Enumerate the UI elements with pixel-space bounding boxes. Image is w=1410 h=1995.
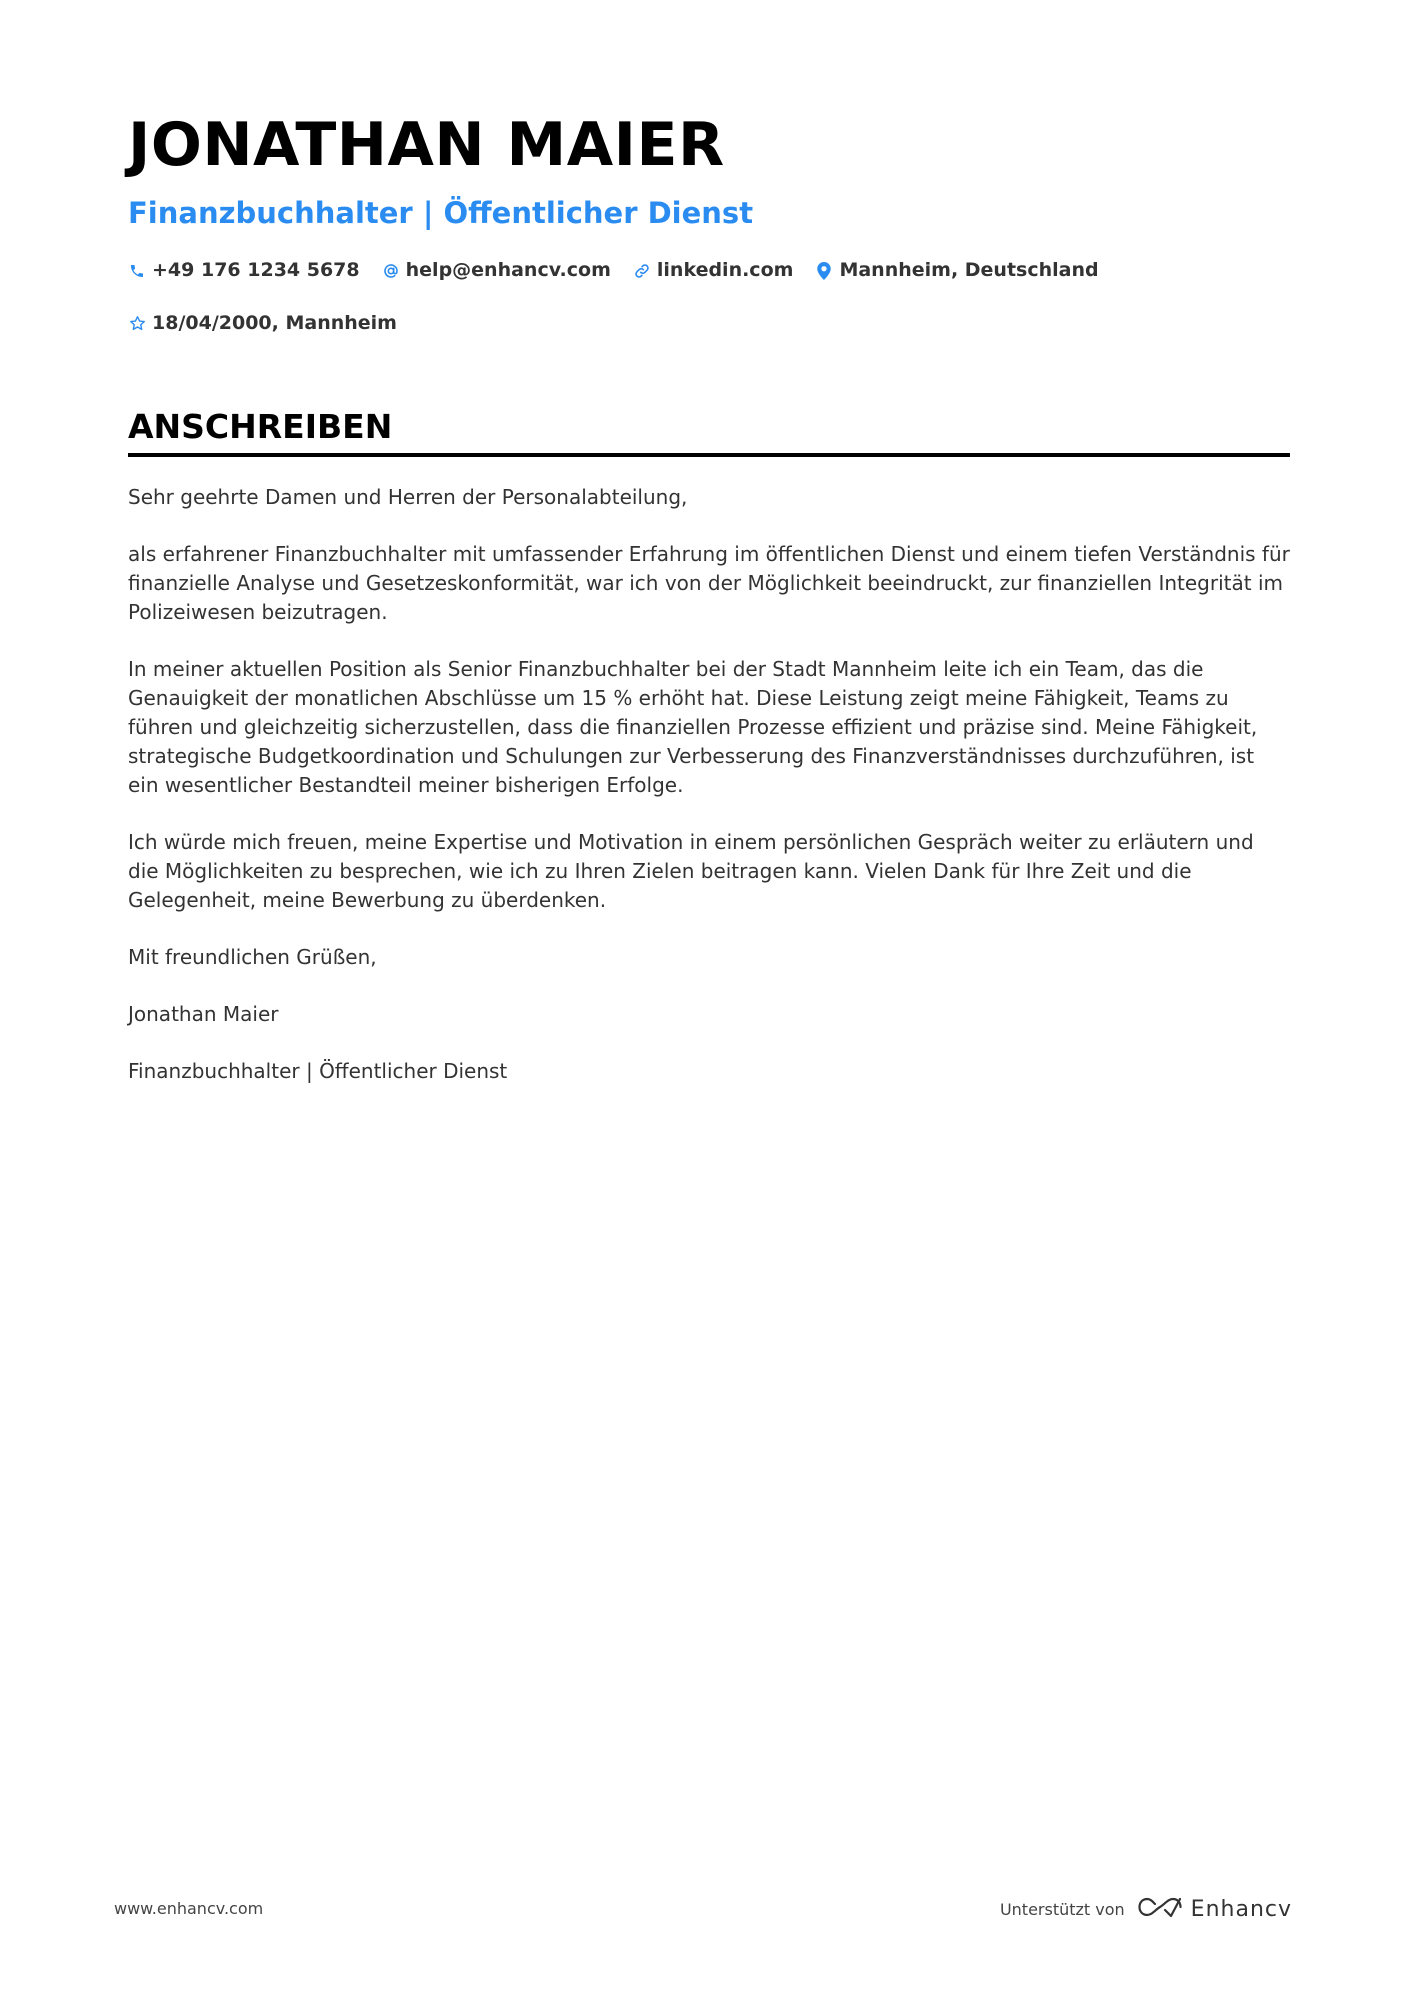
section-title: ANSCHREIBEN <box>128 407 393 446</box>
link-icon <box>633 262 651 280</box>
brand-name: Enhancv <box>1190 1897 1292 1922</box>
resume-header <box>128 110 1288 336</box>
powered-by-label: Unterstützt von <box>999 1900 1125 1919</box>
email-text[interactable]: help@enhancv.com <box>405 259 611 281</box>
phone-icon <box>128 262 146 280</box>
contact-birth <box>128 311 397 336</box>
letter-paragraph: Ich würde mich freuen, meine Expertise und Motivation in einem persönlichen Gespräch weiter zu erläutern und die Möglichkeiten zu besprechen, wie ich zu Ihren Zielen beitragen kann. Vielen Dank für Ihre Zeit und die Gelegenheit, meine Bewerbung zu überdenken. <box>128 830 1254 912</box>
at-icon <box>382 262 400 280</box>
letter-salutation: Sehr geehrte Damen und Herren der Personalabteilung, <box>128 485 688 509</box>
footer-branding <box>1000 1895 1292 1924</box>
letter-paragraph: als erfahrener Finanzbuchhalter mit umfassender Erfahrung im öffentlichen Dienst und einem tiefen Verständnis für finanzielle Analyse und Gesetzeskonformität, war ich von der Möglichkeit beeindruckt, zur finanziellen Integrität im Polizeiwesen beizutragen. <box>128 542 1290 624</box>
location-pin-icon <box>815 262 833 280</box>
contact-location <box>815 258 1098 283</box>
candidate-title: Finanzbuchhalter | Öffentlicher Dienst <box>128 196 754 230</box>
signature-title: Finanzbuchhalter | Öffentlicher Dienst <box>128 1059 508 1083</box>
contact-linkedin[interactable] <box>633 258 794 283</box>
cover-letter-section <box>128 405 1290 1114</box>
footer-url[interactable]: www.enhancv.com <box>114 1899 264 1918</box>
signature-name: Jonathan Maier <box>128 1002 279 1026</box>
location-text: Mannheim, Deutschland <box>839 259 1099 281</box>
candidate-name: JONATHAN MAIER <box>128 110 725 180</box>
contact-info <box>128 258 1128 336</box>
phone-text: +49 176 1234 5678 <box>152 259 360 281</box>
letter-closing: Mit freundlichen Grüßen, <box>128 945 377 969</box>
letter-body <box>128 483 1290 1086</box>
linkedin-text[interactable]: linkedin.com <box>656 259 794 281</box>
enhancv-logo-icon <box>1137 1895 1183 1924</box>
star-icon <box>128 315 146 333</box>
birth-text: 18/04/2000, Mannheim <box>152 312 397 334</box>
contact-email[interactable] <box>382 258 611 283</box>
page-footer <box>114 1895 1292 1925</box>
contact-phone <box>128 258 360 283</box>
section-divider <box>128 453 1290 457</box>
letter-paragraph: In meiner aktuellen Position als Senior Finanzbuchhalter bei der Stadt Mannheim leite ich ein Team, das die Genauigkeit der monatlichen Abschlüsse um 15 % erhöht hat. Diese Leistung zeigt meine Fähigkeit, Teams zu führen und gleichzeitig sicherzustellen, dass die finanziellen Prozesse effizient und präzise sind. Meine Fähigkeit, strategische Budgetkoordination und Schulungen zur Verbesserung des Finanzverständnisses durchzuführen, ist ein wesentlicher Bestandteil meiner bisherigen Erfolge. <box>128 657 1258 797</box>
